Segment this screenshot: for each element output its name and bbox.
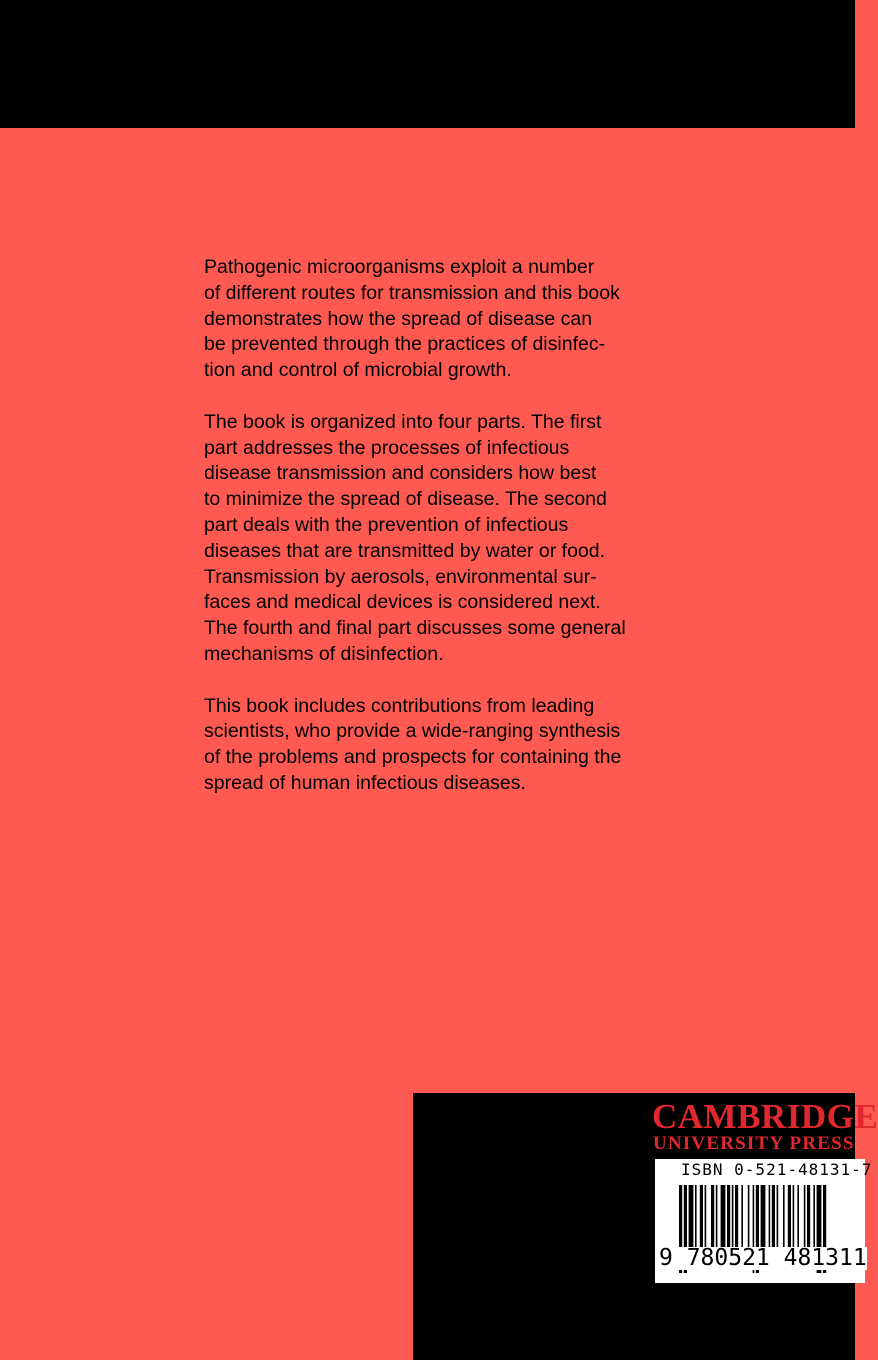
blurb-line: scientists, who provide a wide-ranging synthesis <box>204 720 621 743</box>
publisher-logo-name: CAMBRIDGE <box>652 1097 878 1136</box>
blurb-paragraph-1 <box>204 255 674 384</box>
blurb-line: spread of human infectious diseases. <box>204 771 526 794</box>
blurb-line: disease transmission and considers how best <box>204 462 597 485</box>
blurb-line: tion and control of microbial growth. <box>204 359 512 382</box>
publisher-block <box>413 1093 878 1360</box>
blurb-paragraph-3 <box>204 694 674 797</box>
blurb-line: faces and medical devices is considered next. <box>204 591 601 614</box>
blurb-paragraph-2 <box>204 410 674 668</box>
isbn-barcode-panel <box>655 1159 873 1283</box>
blurb-line: to minimize the spread of disease. The second <box>204 488 607 511</box>
blurb-line: demonstrates how the spread of disease can <box>204 307 593 330</box>
blurb-line: part deals with the prevention of infectious <box>204 513 569 536</box>
publisher-logo-subtitle: UNIVERSITY PRESS <box>653 1133 855 1154</box>
back-cover-blurb <box>204 255 674 823</box>
isbn-label: ISBN 0-521-48131-7 <box>681 1160 873 1179</box>
blurb-line: mechanisms of disinfection. <box>204 642 444 665</box>
blurb-line: be prevented through the practices of disinfec- <box>204 333 606 356</box>
barcode-digits: 9 780521 481311 <box>659 1245 867 1271</box>
blurb-line: Pathogenic microorganisms exploit a number <box>204 256 595 278</box>
top-black-band <box>0 0 855 128</box>
blurb-line: The fourth and final part discusses some general <box>204 617 626 640</box>
blurb-line: This book includes contributions from leading <box>204 694 595 717</box>
blurb-line: of the problems and prospects for containing the <box>204 746 622 769</box>
blurb-line: The book is organized into four parts. The first <box>204 410 602 433</box>
blurb-line: Transmission by aerosols, environmental sur- <box>204 565 597 588</box>
blurb-line: diseases that are transmitted by water or food. <box>204 539 606 562</box>
blurb-line: part addresses the processes of infectious <box>204 436 570 459</box>
blurb-line: of different routes for transmission and this book <box>204 281 620 304</box>
